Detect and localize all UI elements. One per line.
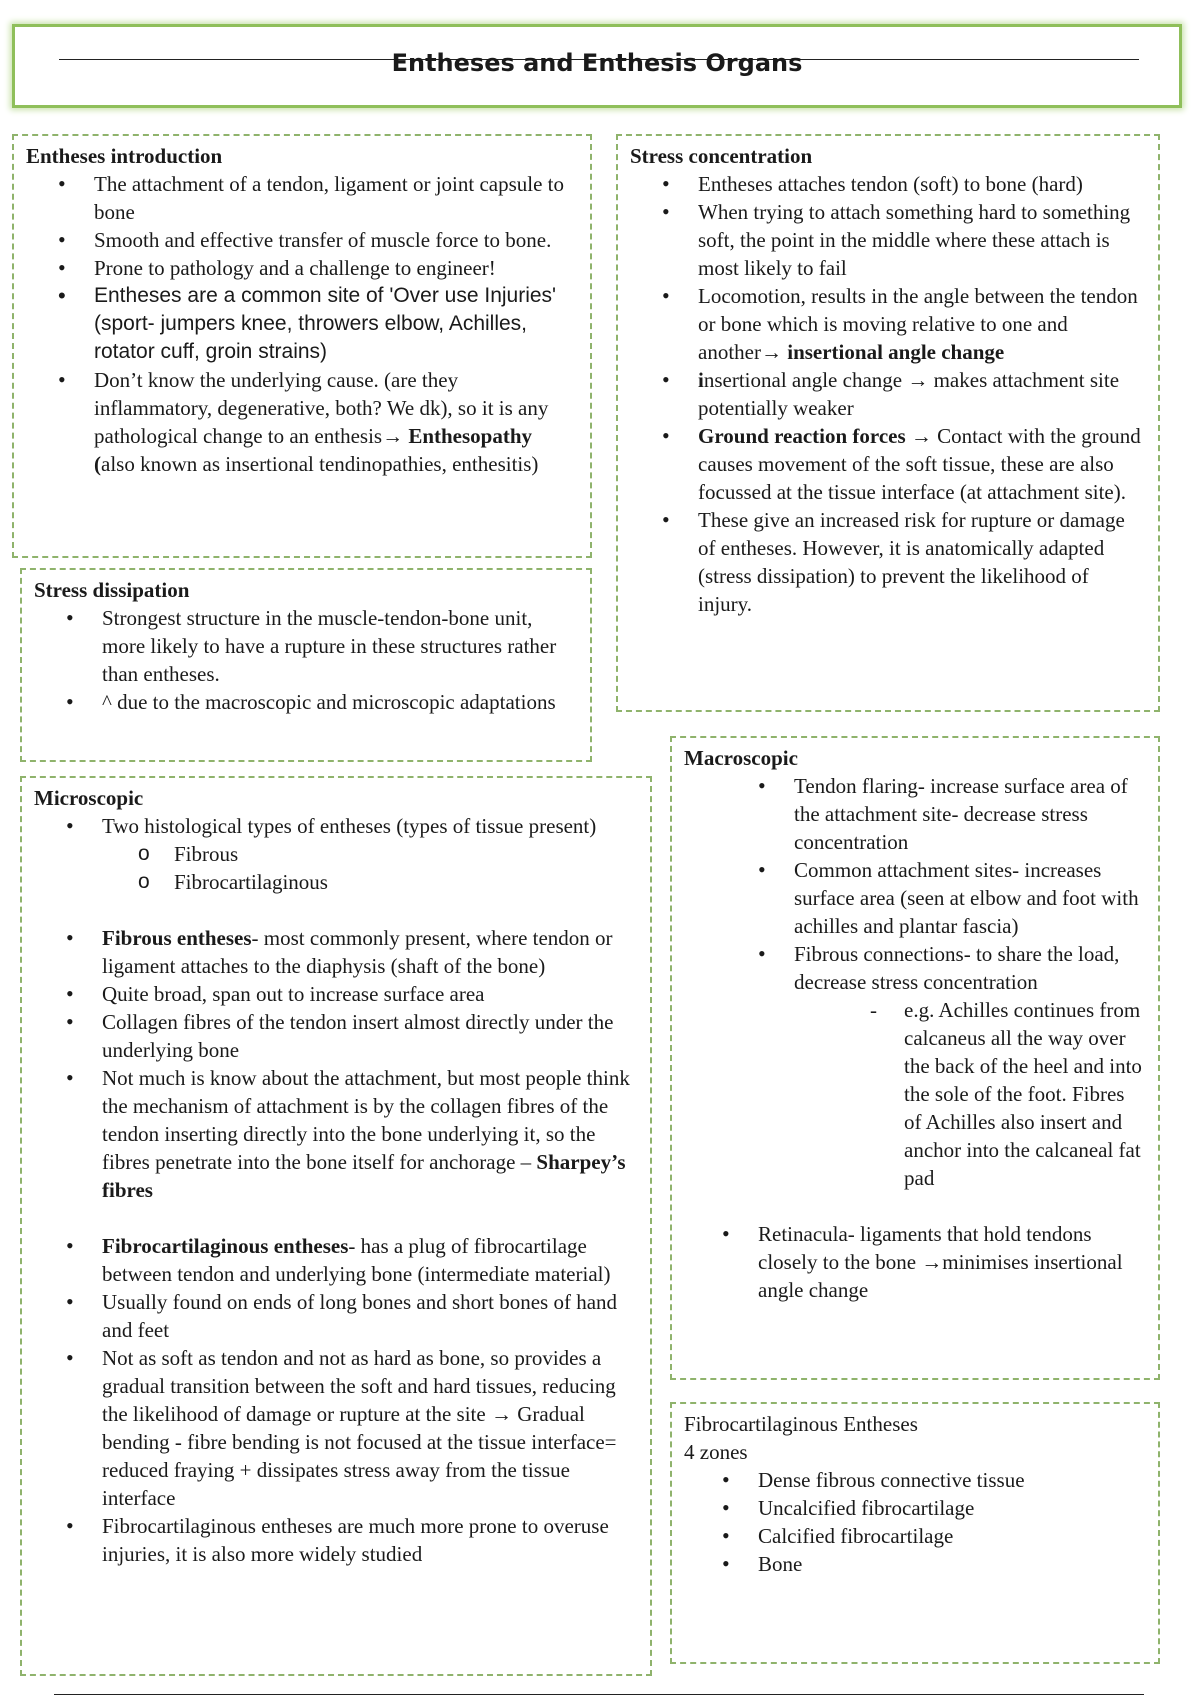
list-item: • Common attachment sites- increases surface area (seen at elbow and foot with achilles and plantar fascia): [794, 856, 1146, 940]
list-item: [102, 924, 638, 980]
title-box: [12, 24, 1182, 108]
list-item: [698, 282, 1146, 366]
list-item: • Smooth and effective transfer of muscle force to bone.: [94, 226, 578, 254]
bold-term: Fibrocartilaginous entheses: [102, 1234, 349, 1258]
section-subheading: 4 zones: [684, 1440, 748, 1464]
bold-term: insertional angle change: [787, 340, 1005, 364]
text: nsertional angle change → makes attachment site potentially weaker: [698, 368, 1120, 420]
bullet-list: [34, 604, 578, 716]
text: Two histological types of entheses (types of tissue present): [102, 814, 597, 838]
list-item: [698, 422, 1146, 506]
text: Don’t know the underlying cause. (are they inflammatory, degenerative, both? We dk), so it is any pathological change to an enthesis→: [94, 368, 549, 448]
bullet-list: [684, 1220, 1146, 1304]
list-item: • ^ due to the macroscopic and microscopic adaptations: [102, 688, 578, 716]
dash-list: [794, 996, 1146, 1192]
list-item: • Collagen fibres of the tendon insert almost directly under the underlying bone: [102, 1008, 638, 1064]
section-heading: Microscopic: [34, 786, 144, 810]
bold-term: i: [698, 368, 704, 392]
text: Locomotion, results in the angle between the tendon or bone which is moving relative to one and another→: [698, 284, 1138, 364]
section-macroscopic: [670, 736, 1160, 1380]
dash-list-item: - e.g. Achilles continues from calcaneus all the way over the back of the heel and into the sole of the foot. Fibres of Achilles also insert and anchor into the calcaneal fat pad: [904, 996, 1146, 1192]
list-item: [102, 1232, 638, 1288]
list-item: [102, 1064, 638, 1204]
section-stress-concentration: [616, 134, 1160, 712]
list-item: [698, 366, 1146, 422]
section-heading: Stress concentration: [630, 144, 813, 168]
bold-term: Enthesopathy (: [94, 424, 533, 476]
bottom-rule: [54, 1694, 1144, 1695]
bullet-list: [684, 772, 1146, 1192]
bullet-list: [684, 1466, 1146, 1578]
list-item: • Retinacula- ligaments that hold tendons closely to the bone →minimises insertional angle change: [758, 1220, 1146, 1304]
text: → Contact with the ground causes movement of the soft tissue, these are also focussed at the tissue interface (at attachment site).: [698, 424, 1141, 504]
list-item: • Dense fibrous connective tissue: [758, 1466, 1146, 1494]
text: Fibrous connections- to share the load, decrease stress concentration: [794, 942, 1120, 994]
list-item: [102, 812, 638, 896]
list-item: • Fibrocartilaginous entheses are much more prone to overuse injuries, it is also more widely studied: [102, 1512, 638, 1568]
list-item: [94, 366, 578, 478]
bullet-list: [34, 812, 638, 896]
section-heading: Stress dissipation: [34, 578, 190, 602]
list-item: • Usually found on ends of long bones and short bones of hand and feet: [102, 1288, 638, 1344]
spacer: [34, 1204, 638, 1232]
bullet-list: [34, 1232, 638, 1568]
list-item: • Uncalcified fibrocartilage: [758, 1494, 1146, 1522]
list-item: • Prone to pathology and a challenge to engineer!: [94, 254, 578, 282]
list-item: • Entheses attaches tendon (soft) to bone (hard): [698, 170, 1146, 198]
section-entheses-introduction: [12, 134, 592, 558]
text: also known as insertional tendinopathies, enthesitis): [101, 452, 539, 476]
list-item: • Strongest structure in the muscle-tendon-bone unit, more likely to have a rupture in these structures rather than entheses.: [102, 604, 578, 688]
list-item: • Tendon flaring- increase surface area of the attachment site- decrease stress concentration: [794, 772, 1146, 856]
spacer: [34, 896, 638, 924]
bullet-list: [34, 924, 638, 1204]
list-item: • Quite broad, span out to increase surface area: [102, 980, 638, 1008]
sub-list-item: o Fibrocartilaginous: [174, 868, 638, 896]
text: - most commonly present, where tendon or ligament attaches to the diaphysis (shaft of the bone): [102, 926, 613, 978]
bold-term: Sharpey’s fibres: [102, 1150, 626, 1202]
text: Not much is know about the attachment, but most people think the mechanism of attachment is by the collagen fibres of the tendon inserting directly into the bone underlying it, so the fibres penetrate into the bone itself for anchorage –: [102, 1066, 630, 1174]
section-heading: Entheses introduction: [26, 144, 223, 168]
section-heading: Macroscopic: [684, 746, 798, 770]
spacer: [684, 1192, 1146, 1220]
bullet-list: [630, 170, 1146, 618]
sub-list-item: o Fibrous: [174, 840, 638, 868]
section-microscopic: [20, 776, 652, 1676]
list-item: • Bone: [758, 1550, 1146, 1578]
list-item: • Not as soft as tendon and not as hard as bone, so provides a gradual transition between the soft and hard tissues, reducing the likelihood of damage or rupture at the site → Gradual bending - fibre bending is not focused at the tissue interface= reduced fraying + dissipates stress away from the tissue interface: [102, 1344, 638, 1512]
section-stress-dissipation: [20, 568, 592, 762]
list-item: • Calcified fibrocartilage: [758, 1522, 1146, 1550]
bold-term: Fibrous entheses: [102, 926, 252, 950]
bullet-list: [26, 170, 578, 478]
text: - has a plug of fibrocartilage between tendon and underlying bone (intermediate material): [102, 1234, 611, 1286]
list-item: • Entheses are a common site of 'Over use Injuries' (sport- jumpers knee, throwers elbow, Achilles, rotator cuff, groin strains): [94, 282, 578, 366]
bold-term: Ground reaction forces: [698, 424, 906, 448]
page-title: Entheses and Enthesis Organs: [391, 49, 803, 77]
sub-list: [102, 840, 638, 896]
list-item: • The attachment of a tendon, ligament or joint capsule to bone: [94, 170, 578, 226]
section-heading: Fibrocartilaginous Entheses: [684, 1412, 918, 1436]
list-item: • When trying to attach something hard to something soft, the point in the middle where these attach is most likely to fail: [698, 198, 1146, 282]
section-fibrocartilaginous-zones: [670, 1402, 1160, 1664]
list-item: • These give an increased risk for rupture or damage of entheses. However, it is anatomically adapted (stress dissipation) to prevent the likelihood of injury.: [698, 506, 1146, 618]
list-item: [794, 940, 1146, 1192]
